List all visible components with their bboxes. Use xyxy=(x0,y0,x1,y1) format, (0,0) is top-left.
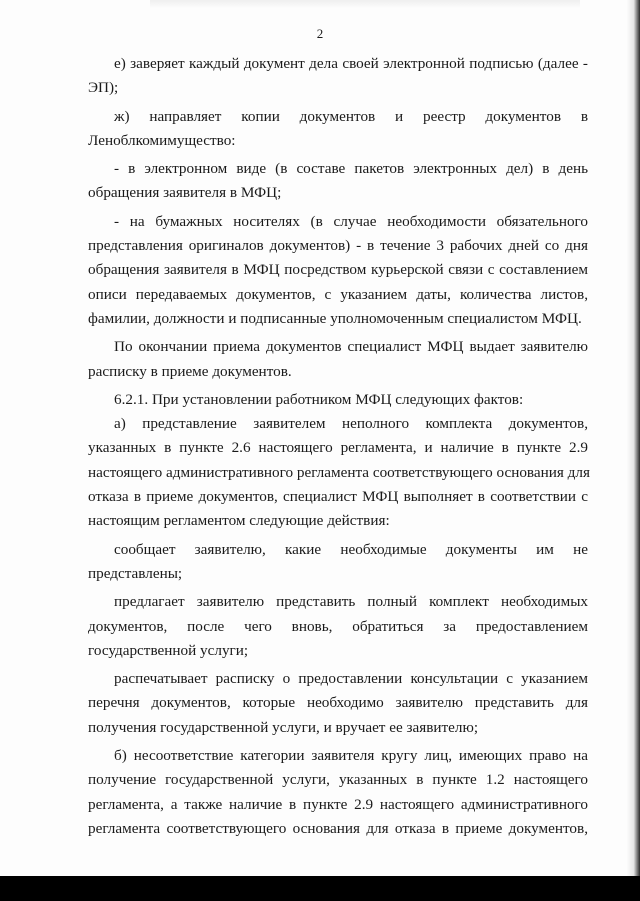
text-line: документов, после чего вновь, обратиться за предоставлением xyxy=(88,617,588,635)
text-line: ЭП); xyxy=(88,79,119,97)
text-line: Леноблкомимущество: xyxy=(88,131,236,149)
text-line: обращения заявителя в МФЦ посредством курьерской связи с составлением xyxy=(88,261,588,279)
text-line: регламента соответствующего основания для отказа в приеме документов, xyxy=(88,819,588,837)
text-line: - на бумажных носителях (в случае необходимости обязательного xyxy=(114,212,588,230)
page-number: 2 xyxy=(316,26,324,41)
text-line: получение государственной услуги, указанных в пункте 1.2 настоящего xyxy=(88,771,588,789)
text-line: По окончании приема документов специалист МФЦ выдает заявителю xyxy=(114,338,588,356)
text-line: обращения заявителя в МФЦ; xyxy=(88,184,282,202)
text-line: перечня документов, которые необходимо заявителю представить для xyxy=(88,694,588,712)
text-line: отказа в приеме документов, специалист МФЦ выполняет в соответствии с xyxy=(88,488,588,506)
scan-bottom-border xyxy=(0,876,640,901)
text-line: ж) направляет копии документов и реестр документов в xyxy=(114,107,588,125)
text-line: описи передаваемых документов, с указанием даты, количества листов, xyxy=(88,285,588,303)
text-line: настоящего административного регламента соответствующего основания для xyxy=(88,463,590,481)
text-line: регламента, а также наличие в пункте 2.9 настоящего административного xyxy=(88,795,588,813)
text-line: расписку в приеме документов. xyxy=(88,362,292,380)
text-line: государственной услуги; xyxy=(88,641,249,659)
text-line: распечатывает расписку о предоставлении консультации с указанием xyxy=(114,670,588,688)
text-line: указанных в пункте 2.6 настоящего регламента, и наличие в пункте 2.9 xyxy=(88,439,588,457)
scan-shadow xyxy=(150,0,580,8)
scan-edge xyxy=(626,0,640,876)
text-line: предлагает заявителю представить полный комплект необходимых xyxy=(114,593,588,611)
text-line: е) заверяет каждый документ дела своей электронной подписью (далее - xyxy=(114,55,588,72)
text-line: а) представление заявителем неполного комплекта документов, xyxy=(114,415,588,433)
text-line: б) несоответствие категории заявителя кругу лиц, имеющих право на xyxy=(114,747,588,765)
text-line: представления оригиналов документов) - в течение 3 рабочих дней со дня xyxy=(88,237,588,255)
text-line: 6.2.1. При установлении работником МФЦ следующих фактов: xyxy=(114,390,524,408)
text-line: получения государственной услуги, и вручает ее заявителю; xyxy=(88,718,479,736)
text-line: фамилии, должности и подписанные уполномоченным специалистом МФЦ. xyxy=(88,309,582,327)
text-line: сообщает заявителю, какие необходимые документы им не xyxy=(114,540,588,558)
text-line: - в электронном виде (в составе пакетов электронных дел) в день xyxy=(114,160,588,178)
text-line: представлены; xyxy=(88,564,183,582)
text-line: настоящим регламентом следующие действия: xyxy=(88,512,390,530)
document-body xyxy=(88,52,588,841)
